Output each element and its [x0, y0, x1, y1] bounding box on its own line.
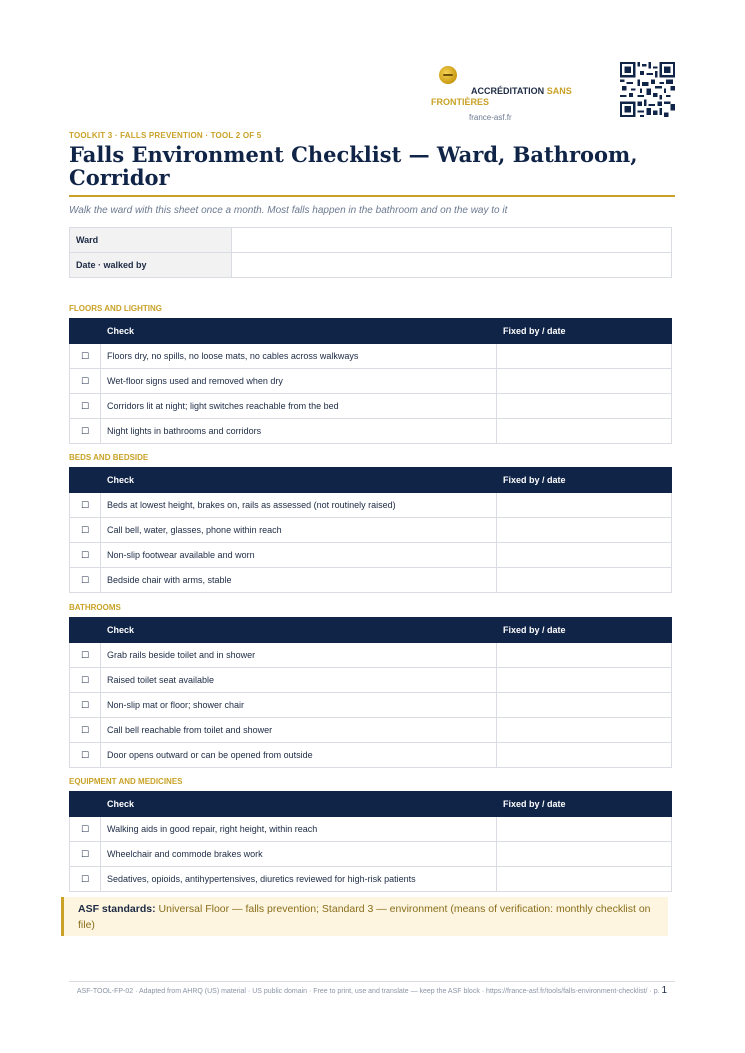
qr-code-icon [620, 62, 675, 117]
header-checkbox-col [70, 618, 101, 643]
title-divider [69, 195, 675, 197]
fixed-cell[interactable] [497, 643, 672, 668]
asf-standards-callout [61, 897, 668, 936]
checkbox-icon[interactable]: ☐ [70, 518, 101, 543]
checklist-beds [69, 467, 672, 593]
checkbox-icon[interactable]: ☐ [70, 394, 101, 419]
table-header-row [70, 618, 672, 643]
brand-url[interactable]: france-asf.fr [469, 113, 512, 122]
fixed-cell[interactable] [497, 817, 672, 842]
fixed-cell[interactable] [497, 718, 672, 743]
checkbox-icon[interactable]: ☐ [70, 568, 101, 593]
checkbox-icon[interactable]: ☐ [70, 842, 101, 867]
check-item: Corridors lit at night; light switches reachable from the bed [101, 394, 497, 419]
header-fixed: Fixed by / date [497, 618, 672, 643]
table-row [70, 668, 672, 693]
table-row [70, 718, 672, 743]
checklist-floors [69, 318, 672, 444]
check-item: Bedside chair with arms, stable [101, 568, 497, 593]
table-row [70, 817, 672, 842]
meta-table [69, 227, 672, 278]
check-item: Wet-floor signs used and removed when dry [101, 369, 497, 394]
header-fixed: Fixed by / date [497, 468, 672, 493]
checkbox-icon[interactable]: ☐ [70, 543, 101, 568]
callout-text: Universal Floor — falls prevention; Standard 3 — environment (means of verification: monthly checklist on file) [78, 903, 651, 931]
fixed-cell[interactable] [497, 493, 672, 518]
section-title-beds: BEDS AND BEDSIDE [69, 453, 149, 462]
meta-label-ward: Ward [70, 228, 232, 253]
check-item: Raised toilet seat available [101, 668, 497, 693]
check-item: Walking aids in good repair, right height, within reach [101, 817, 497, 842]
check-item: Door opens outward or can be opened from outside [101, 743, 497, 768]
checkbox-icon[interactable]: ☐ [70, 643, 101, 668]
asf-logo-icon [439, 66, 457, 84]
check-item: Non-slip footwear available and worn [101, 543, 497, 568]
footer-text: ASF-TOOL-FP-02 · Adapted from AHRQ (US) material · US public domain · Free to print, use and translate — keep the ASF block · https://france-asf.fr/tools/falls-environment-checklist/ · p. [76, 988, 660, 995]
fixed-cell[interactable] [497, 693, 672, 718]
fixed-cell[interactable] [497, 867, 672, 892]
meta-label-date: Date · walked by [70, 253, 232, 278]
footer-divider [69, 981, 675, 982]
brand-name-part2: SANS FRONTIÈRES [431, 86, 572, 107]
checkbox-icon[interactable]: ☐ [70, 419, 101, 444]
check-item: Wheelchair and commode brakes work [101, 842, 497, 867]
section-title-equipment: EQUIPMENT AND MEDICINES [69, 777, 183, 786]
table-header-row [70, 468, 672, 493]
page-header [69, 60, 675, 126]
check-item: Call bell reachable from toilet and shower [101, 718, 497, 743]
table-row [70, 643, 672, 668]
fixed-cell[interactable] [497, 543, 672, 568]
fixed-cell[interactable] [497, 344, 672, 369]
page-number: 1 [661, 985, 668, 996]
header-check: Check [101, 319, 497, 344]
table-row [70, 369, 672, 394]
table-row [70, 518, 672, 543]
checkbox-icon[interactable]: ☐ [70, 743, 101, 768]
fixed-cell[interactable] [497, 568, 672, 593]
page-title: Falls Environment Checklist — Ward, Bathroom, Corridor [69, 142, 638, 190]
header-checkbox-col [70, 468, 101, 493]
header-fixed: Fixed by / date [497, 792, 672, 817]
check-item: Sedatives, opioids, antihypertensives, diuretics reviewed for high-risk patients [101, 867, 497, 892]
checkbox-icon[interactable]: ☐ [70, 693, 101, 718]
brand-name-part1: ACCRÉDITATION [471, 86, 545, 96]
table-row [70, 842, 672, 867]
header-fixed: Fixed by / date [497, 319, 672, 344]
fixed-cell[interactable] [497, 518, 672, 543]
check-item: Grab rails beside toilet and in shower [101, 643, 497, 668]
brand-name [431, 86, 591, 108]
toolkit-kicker: TOOLKIT 3 · FALLS PREVENTION · TOOL 2 OF 5 [69, 131, 262, 140]
checkbox-icon[interactable]: ☐ [70, 718, 101, 743]
table-row [70, 344, 672, 369]
section-title-bathrooms: BATHROOMS [69, 603, 121, 612]
table-row [70, 493, 672, 518]
checklist-equipment [69, 791, 672, 892]
section-title-floors: FLOORS AND LIGHTING [69, 304, 163, 313]
fixed-cell[interactable] [497, 842, 672, 867]
header-check: Check [101, 618, 497, 643]
check-item: Call bell, water, glasses, phone within reach [101, 518, 497, 543]
header-checkbox-col [70, 792, 101, 817]
check-item: Beds at lowest height, brakes on, rails as assessed (not routinely raised) [101, 493, 497, 518]
header-checkbox-col [70, 319, 101, 344]
checkbox-icon[interactable]: ☐ [70, 668, 101, 693]
table-row [70, 743, 672, 768]
checklist-bathrooms [69, 617, 672, 768]
meta-value-ward[interactable] [232, 228, 672, 253]
table-row [70, 568, 672, 593]
meta-row-date [70, 253, 672, 278]
meta-value-date[interactable] [232, 253, 672, 278]
table-header-row [70, 792, 672, 817]
check-item: Night lights in bathrooms and corridors [101, 419, 497, 444]
check-item: Non-slip mat or floor; shower chair [101, 693, 497, 718]
callout-label: ASF standards: [78, 903, 156, 915]
table-row [70, 419, 672, 444]
table-row [70, 867, 672, 892]
fixed-cell[interactable] [497, 369, 672, 394]
fixed-cell[interactable] [497, 419, 672, 444]
page-footer [69, 985, 675, 998]
page-subtitle: Walk the ward with this sheet once a month. Most falls happen in the bathroom and on the way to it [69, 205, 508, 216]
header-check: Check [101, 468, 497, 493]
checkbox-icon[interactable]: ☐ [70, 369, 101, 394]
check-item: Floors dry, no spills, no loose mats, no cables across walkways [101, 344, 497, 369]
fixed-cell[interactable] [497, 394, 672, 419]
table-row [70, 693, 672, 718]
fixed-cell[interactable] [497, 668, 672, 693]
checkbox-icon[interactable]: ☐ [70, 493, 101, 518]
checkbox-icon[interactable]: ☐ [70, 817, 101, 842]
table-header-row [70, 319, 672, 344]
meta-row-ward [70, 228, 672, 253]
table-row [70, 543, 672, 568]
checkbox-icon[interactable]: ☐ [70, 867, 101, 892]
checkbox-icon[interactable]: ☐ [70, 344, 101, 369]
table-row [70, 394, 672, 419]
fixed-cell[interactable] [497, 743, 672, 768]
header-check: Check [101, 792, 497, 817]
